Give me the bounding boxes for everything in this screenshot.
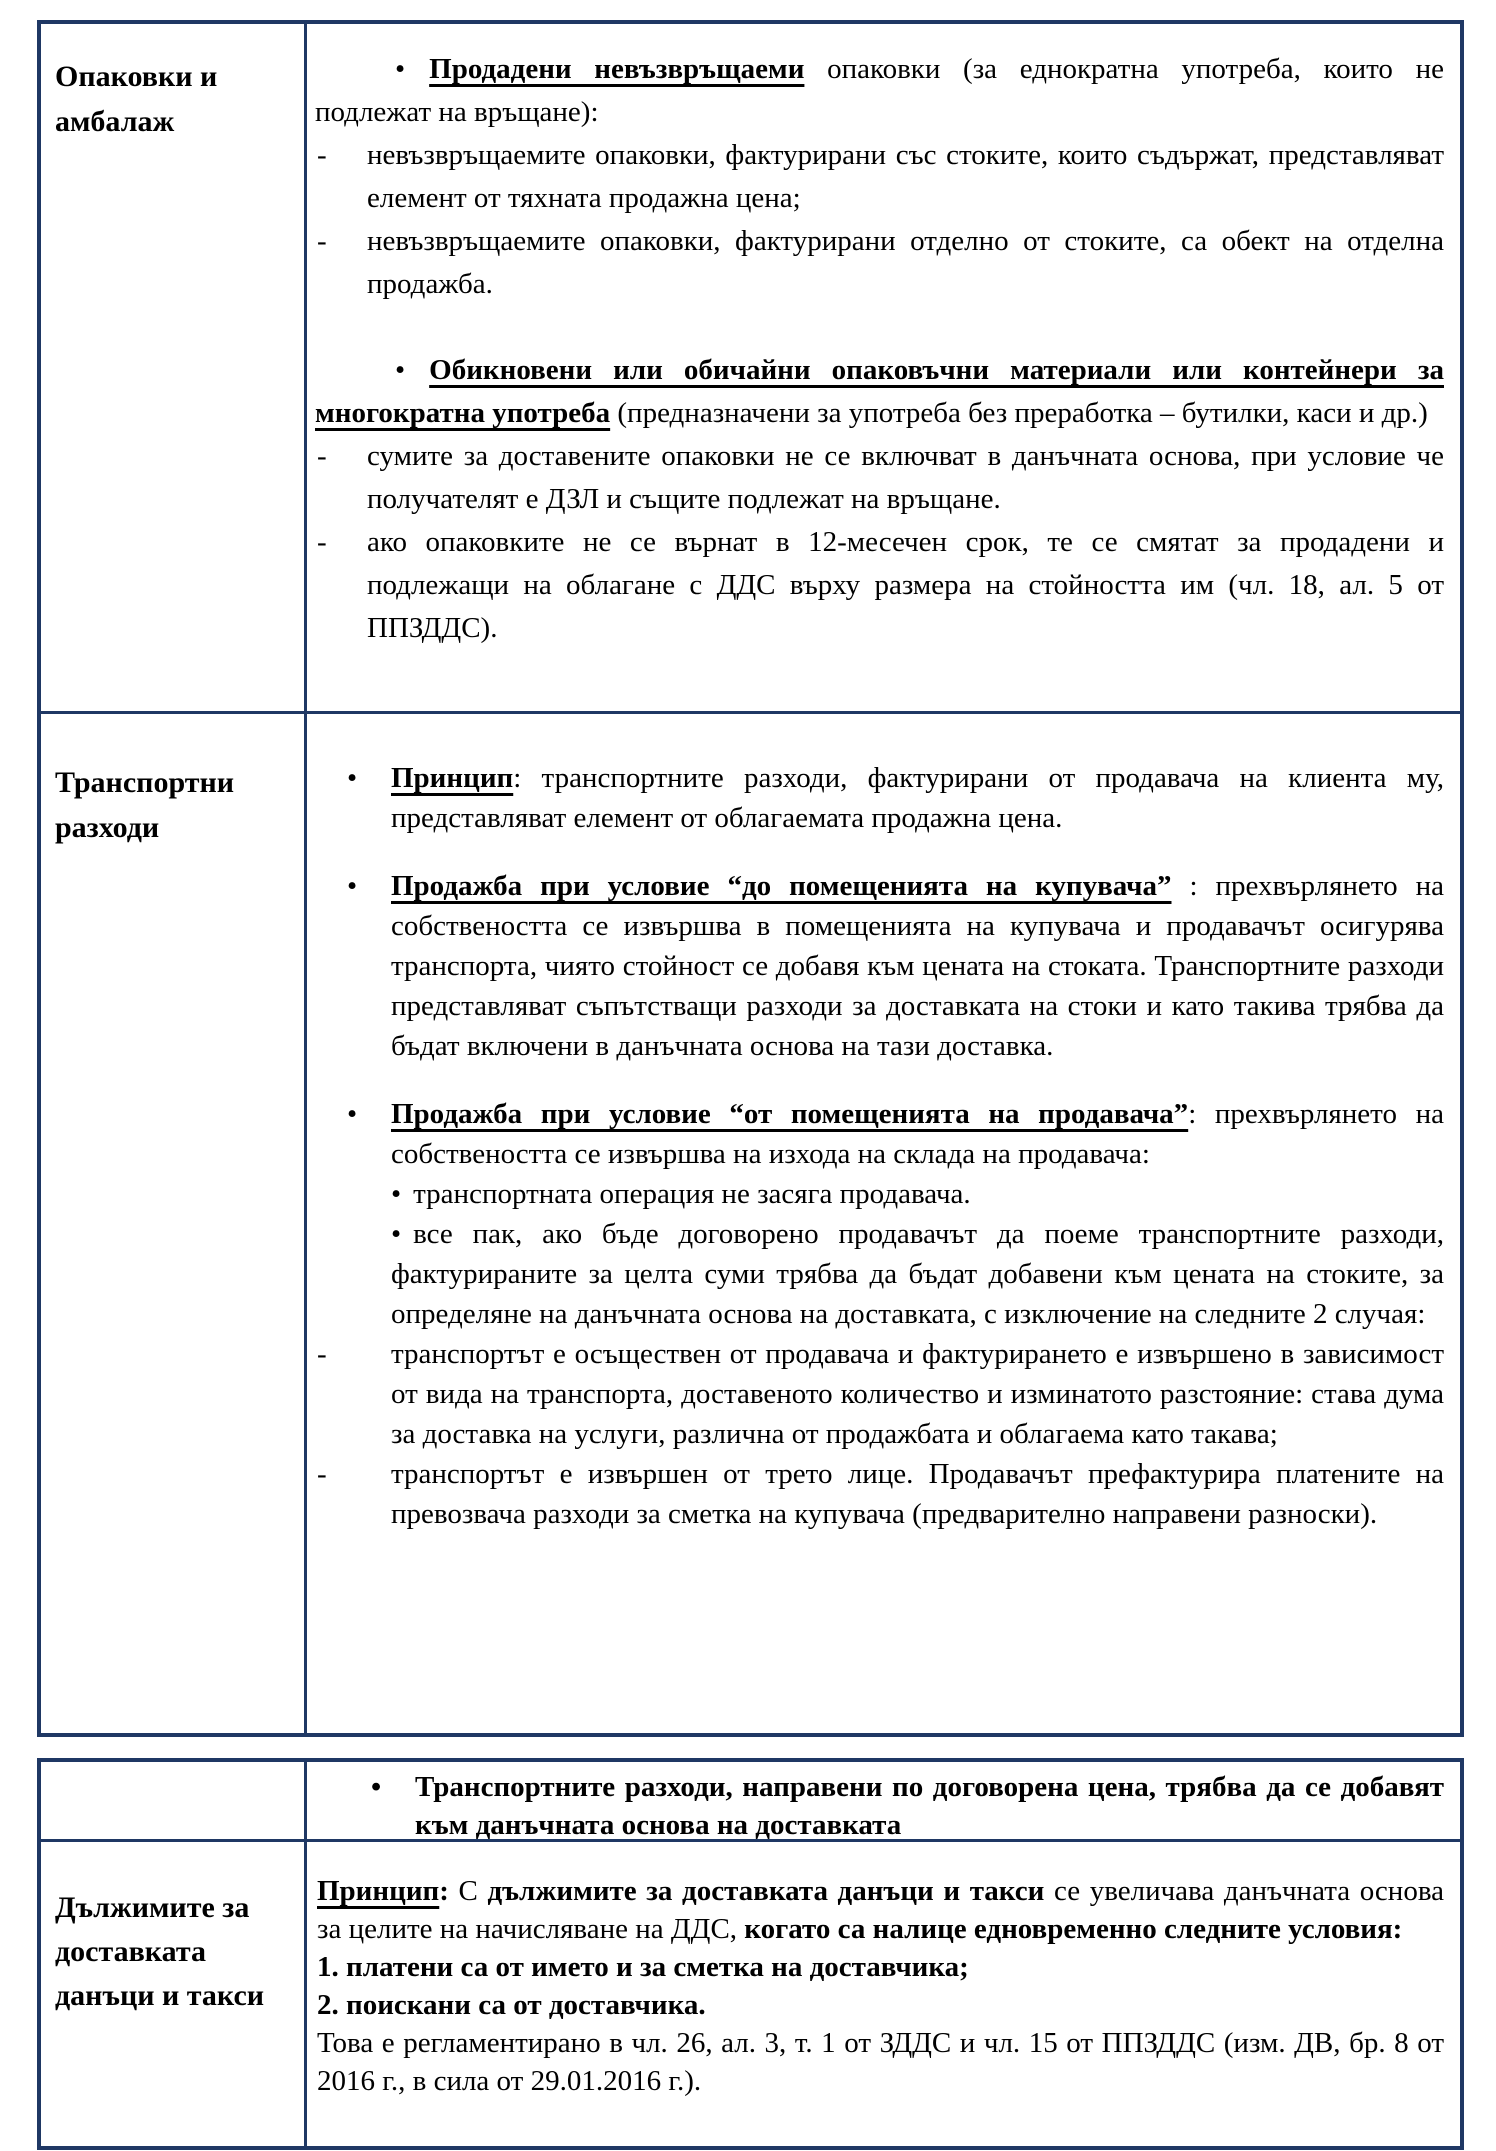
duties-taxes-table	[37, 1758, 1464, 2150]
dash-item-transport-by-seller	[315, 1334, 1444, 1454]
transport-conclusion-cell	[307, 1762, 1460, 1842]
dash-icon: -	[317, 225, 327, 257]
paragraph-duties-principle	[317, 1872, 1444, 1948]
dash-item-text: сумите за доставените опаковки не се включват в данъчната основа, при условие че получателят е ДЗЛ и същите подлежат на връщане.	[367, 440, 1444, 515]
dash-icon: -	[317, 526, 327, 558]
dash-item-text: невъзвръщаемите опаковки, фактурирани отделно от стоките, са обект на отделна продажба.	[367, 225, 1444, 300]
paragraph-sale-from-seller-premises	[315, 1094, 1444, 1174]
row-packaging-header-cell	[41, 24, 307, 714]
sold-nonreturnable-rest: опаковки (за еднократна употреба, които не подлежат на връщане):	[315, 53, 1444, 128]
duties-s1: С	[458, 1875, 488, 1907]
condition-1: 1. платени са от името и за сметка на доставчика;	[317, 1951, 969, 1983]
dash-icon: -	[317, 1338, 327, 1370]
bullet-icon: •	[395, 53, 406, 85]
sold-nonreturnable-lead: Продадени невъзвръщаеми	[429, 53, 805, 85]
bullet-icon: •	[395, 354, 406, 386]
dash-item-12-month-return	[315, 521, 1444, 650]
principle-lead: Принцип	[391, 762, 514, 794]
reusable-packaging-rest: (предназначени за употреба без преработка – бутилки, каси и др.)	[610, 397, 1428, 429]
packaging-row-title: Опаковки и амбалаж	[55, 60, 218, 138]
sale-from-seller-rest: : прехвърлянето на собствеността се извършва на изхода на склада на продавача:	[391, 1098, 1444, 1170]
duties-s4-bold: когато са налице едновременно следните условия:	[744, 1913, 1403, 1945]
paragraph-transport-conclusion	[315, 1768, 1444, 1842]
duties-colon: :	[439, 1875, 459, 1907]
bullet-icon: •	[347, 762, 358, 794]
transport-row-title: Транспортни разходи	[55, 766, 235, 844]
row-duties-header-cell	[41, 1842, 307, 2146]
sub-bullet-seller-assumes-costs	[315, 1214, 1444, 1334]
transport-conclusion-text: Транспортните разходи, направени по договорена цена, трябва да се добавят към данъчната основа на доставката	[415, 1771, 1444, 1841]
bullet-icon: •	[347, 1098, 358, 1130]
dash-item-invoiced-separately	[315, 220, 1444, 306]
packaging-content-cell	[307, 24, 1460, 714]
dash-item-text: невъзвръщаемите опаковки, фактурирани със стоките, които съдържат, представляват елемент от тяхната продажна цена;	[367, 139, 1444, 214]
paragraph-sale-to-buyer-premises	[315, 866, 1444, 1066]
sub-bullet-text: транспортната операция не засяга продавача.	[413, 1178, 971, 1210]
dash-icon: -	[317, 139, 327, 171]
paragraph-principle	[315, 758, 1444, 838]
paragraph-sold-nonreturnable	[315, 48, 1444, 134]
row-transport-header-cell	[41, 714, 307, 1733]
sale-to-buyer-lead: Продажба при условие “до помещенията на купувача”	[391, 870, 1172, 902]
dash-item-text: транспортът е извършен от трето лице. Продавачът префактурира платените на превозвача разходи за сметка на купувача (предварително направени разноски).	[391, 1458, 1444, 1530]
dash-item-text: ако опаковките не се върнат в 12-месечен срок, те се смятат за продадени и подлежащи на облагане с ДДС върху размера на стойността им (чл. 18, ал. 5 от ППЗДДС).	[367, 526, 1444, 644]
duties-principle-lead: Принцип	[317, 1875, 440, 1907]
sub-bullet-transport-not-affect-seller	[315, 1174, 1444, 1214]
duties-s2-bold: дължимите за доставката данъци и такси	[487, 1875, 1045, 1907]
dash-icon: -	[317, 1458, 327, 1490]
sub-bullet-text: все пак, ако бъде договорено продавачът да поеме транспортните разходи, фактурираните за целта суми трябва да бъдат добавени към цената на стоките, за определяне на данъчната основа на доставката, с изключение на следните 2 случая:	[391, 1218, 1444, 1330]
paragraph-reusable-packaging	[315, 349, 1444, 435]
bullet-icon: •	[371, 1771, 382, 1803]
sale-to-buyer-rest: : прехвърлянето на собствеността се извършва в помещенията на купувача и продавачът осигурява транспорта, чиято стойност се добавя към цената на стоката. Транспортните разходи представляват съпътстващи разходи за доставката на стоки и като такива трябва да бъдат включени в данъчната основа на тази доставка.	[391, 870, 1444, 1062]
dash-icon: -	[317, 440, 327, 472]
duties-row-title: Дължимите за доставката данъци и такси	[55, 1891, 265, 2012]
duties-content-cell	[307, 1842, 1460, 2146]
dash-item-transport-by-third-party	[315, 1454, 1444, 1534]
empty-header-cell	[41, 1762, 307, 1842]
principle-rest: : транспортните разходи, фактурирани от продавача на клиента му, представляват елемент от облагаемата продажна цена.	[391, 762, 1444, 834]
reusable-packaging-lead: Обикновени или обичайни опаковъчни материали или контейнери за многократна употреба	[315, 354, 1444, 429]
bullet-icon: •	[391, 1218, 402, 1250]
dash-item-invoiced-with-goods	[315, 134, 1444, 220]
duties-s3: се увеличава данъчната основа за целите на начисляване на ДДС,	[317, 1875, 1445, 1945]
transport-content-cell	[307, 714, 1460, 1733]
dash-item-amounts-excluded	[315, 435, 1444, 521]
sale-from-seller-lead: Продажба при условие “от помещенията на продавача”	[391, 1098, 1189, 1130]
packaging-transport-table	[37, 20, 1464, 1737]
dash-item-text: транспортът е осъществен от продавача и фактурирането е извършено в зависимост от вида на транспорта, доставеното количество и изминатото разстояние: става дума за доставка на услуги, различна от продажбата и облагаема като такава;	[391, 1338, 1444, 1450]
condition-2: 2. поискани са от доставчика.	[317, 1989, 706, 2021]
legal-reference-note: Това е регламентирано в чл. 26, ал. 3, т. 1 от ЗДДС и чл. 15 от ППЗДДС (изм. ДВ, бр. 8 от 2016 г., в сила от 29.01.2016 г.).	[317, 2027, 1444, 2097]
bullet-icon: •	[391, 1178, 402, 1210]
bullet-icon: •	[347, 870, 358, 902]
